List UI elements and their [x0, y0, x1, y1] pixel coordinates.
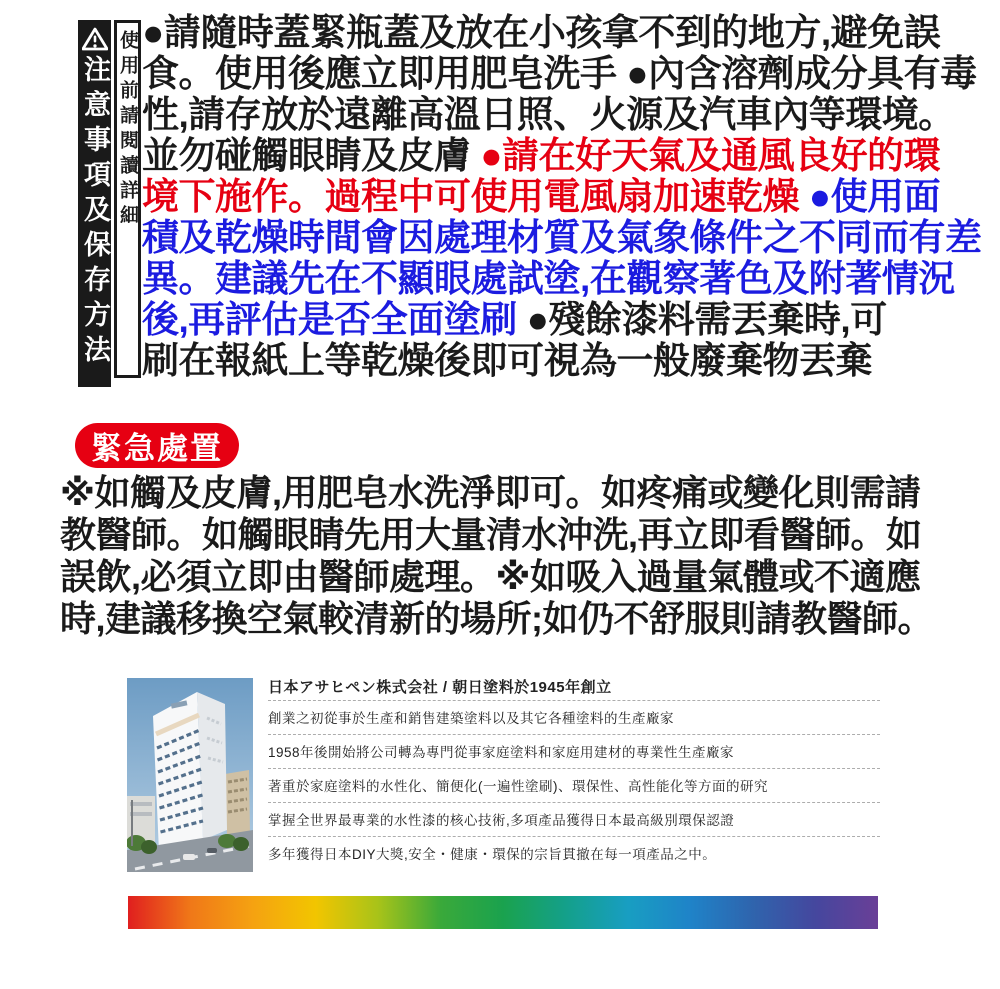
precautions-line — [142, 53, 998, 94]
precautions-line — [142, 299, 998, 340]
company-history-row: 多年獲得日本DIY大獎,安全・健康・環保的宗旨貫撤在每一項產品之中。 — [268, 836, 880, 870]
precautions-text — [142, 12, 998, 381]
text-segment: 並勿碰觸眼睛及皮膚 — [142, 135, 481, 176]
caution-banner — [78, 20, 111, 387]
text-segment: 食。使用後應立即用肥皂洗手 ●內含溶劑成分具有毒 — [142, 53, 977, 94]
text-segment: ●請在好天氣及通風良好的環 — [480, 135, 941, 176]
text-segment: 刷在報紙上等乾燥後即可視為一般廢棄物丟棄 — [142, 340, 872, 381]
text-segment: ●使用面 — [808, 176, 941, 217]
company-history-row: 創業之初從事於生產和銷售建築塗料以及其它各種塗料的生產廠家 — [268, 700, 880, 734]
precautions-line — [142, 94, 998, 135]
text-segment: 境下施作。過程中可使用電風扇加速乾燥 — [142, 176, 809, 217]
read-before-use-text: 使用前請閱讀詳細 — [117, 30, 138, 230]
company-building-photo — [127, 678, 253, 872]
company-history-text — [268, 678, 880, 872]
text-segment: 後,再評估是否全面塗刷 — [142, 299, 527, 340]
company-name-header: 日本アサヒペン株式会社 / 朝日塗料於1945年創立 — [268, 679, 612, 696]
caution-banner-title: 注意事項及保存方法 — [80, 55, 110, 370]
side-banner — [78, 20, 142, 390]
precautions-line — [142, 258, 998, 299]
precautions-line — [142, 340, 998, 381]
emergency-line: 誤飲,必須立即由醫師處理。※如吸入過量氣體或不適應 — [60, 556, 921, 597]
company-section — [127, 678, 880, 872]
emergency-badge: 緊急處置 — [75, 423, 239, 468]
emergency-line: 時,建議移換空氣較清新的場所;如仍不舒服則請教醫師。 — [60, 598, 933, 639]
company-history-row: 1958年後開始將公司轉為專門從事家庭塗料和家庭用建材的專業性生產廠家 — [268, 734, 880, 768]
rainbow-bar — [128, 896, 878, 929]
precautions-line — [142, 217, 998, 258]
precautions-line — [142, 12, 998, 53]
emergency-text — [60, 472, 996, 640]
text-segment: ●請隨時蓋緊瓶蓋及放在小孩拿不到的地方,避免誤 — [142, 12, 941, 53]
text-segment: 積及乾燥時間會因處理材質及氣象條件之不同而有差 — [142, 217, 982, 258]
emergency-line: 教醫師。如觸眼睛先用大量清水沖洗,再立即看醫師。如 — [60, 514, 922, 555]
read-before-use-banner — [114, 20, 141, 378]
text-segment: 異。建議先在不顯眼處試塗,在觀察著色及附著情況 — [142, 258, 955, 299]
company-history-row: 著重於家庭塗料的水性化、簡便化(一遍性塗刷)、環保性、高性能化等方面的研究 — [268, 768, 880, 802]
precautions-line — [142, 176, 998, 217]
emergency-line: ※如觸及皮膚,用肥皂水洗淨即可。如疼痛或變化則需請 — [60, 472, 921, 513]
text-segment: 性,請存放於遠離高溫日照、火源及汽車內等環境。 — [142, 94, 955, 135]
precautions-line — [142, 135, 998, 176]
text-segment: ●殘餘漆料需丟棄時,可 — [526, 299, 887, 340]
company-history-row: 掌握全世界最專業的水性漆的核心技術,多項產品獲得日本最高級別環保認證 — [268, 802, 880, 836]
warning-triangle-icon — [82, 27, 108, 51]
